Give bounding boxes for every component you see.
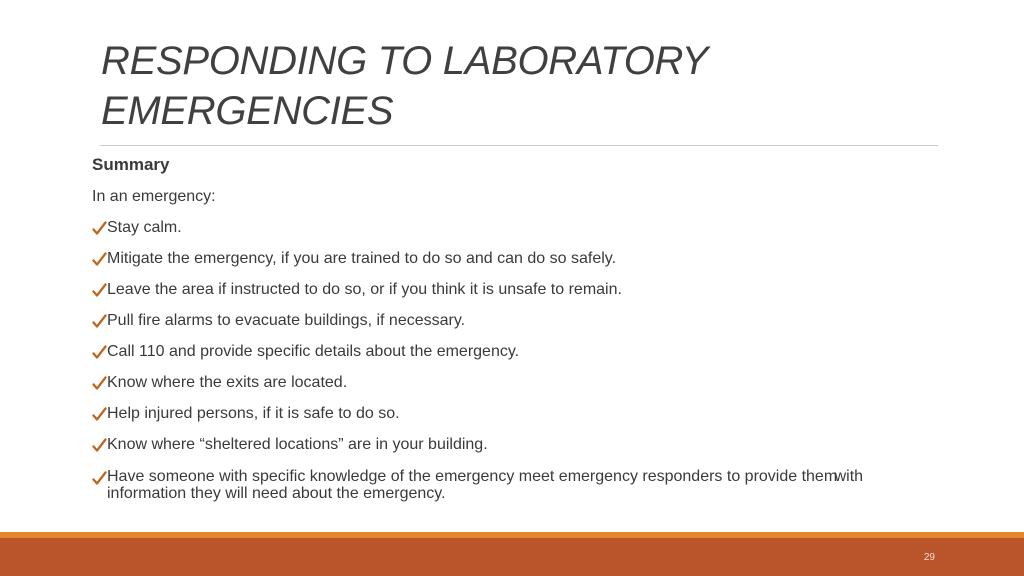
intro-text: In an emergency: (92, 188, 216, 205)
slide-content (92, 154, 942, 502)
bullet-item (92, 280, 942, 300)
slide-title: RESPONDING TO LABORATORY EMERGENCIES (101, 39, 708, 133)
checkmark-icon (92, 373, 107, 393)
bullet-text: Call 110 and provide specific details about the emergency. (107, 343, 520, 360)
page-number: 29 (923, 552, 935, 563)
bullet-item (92, 218, 942, 238)
bullet-item (92, 342, 942, 362)
bullet-item (92, 466, 942, 502)
bullet-text: Know where “sheltered locations” are in your building. (107, 436, 488, 453)
checkmark-icon (92, 218, 107, 238)
checkmark-icon (92, 249, 107, 269)
bullet-list (92, 218, 942, 502)
footer-bar (0, 538, 1024, 576)
checkmark-icon (92, 404, 107, 424)
checkmark-icon (92, 435, 107, 455)
bullet-text: Know where the exits are located. (107, 374, 348, 391)
bullet-item (92, 311, 942, 331)
bullet-text: Mitigate the emergency, if you are trained to do so and can do so safely. (107, 250, 617, 267)
checkmark-icon (92, 280, 107, 300)
bullet-item (92, 249, 942, 269)
bullet-item (92, 373, 942, 393)
summary-heading: Summary (92, 155, 170, 174)
checkmark-icon (92, 468, 107, 488)
bullet-text: Leave the area if instructed to do so, or if you think it is unsafe to remain. (107, 281, 622, 298)
title-divider (100, 145, 938, 146)
bullet-text: Stay calm. (107, 219, 182, 236)
bullet-text: Pull fire alarms to evacuate buildings, if necessary. (107, 312, 466, 329)
bullet-text-line-2: with information they will need about the emergency. (107, 468, 864, 502)
checkmark-icon (92, 311, 107, 331)
bullet-text: Help injured persons, if it is safe to do so. (107, 405, 400, 422)
bullet-text-line-1: Have someone with specific knowledge of the emergency meet emergency responders to provide them (107, 468, 838, 485)
bullet-item (92, 404, 942, 424)
bullet-item (92, 435, 942, 455)
checkmark-icon (92, 342, 107, 362)
